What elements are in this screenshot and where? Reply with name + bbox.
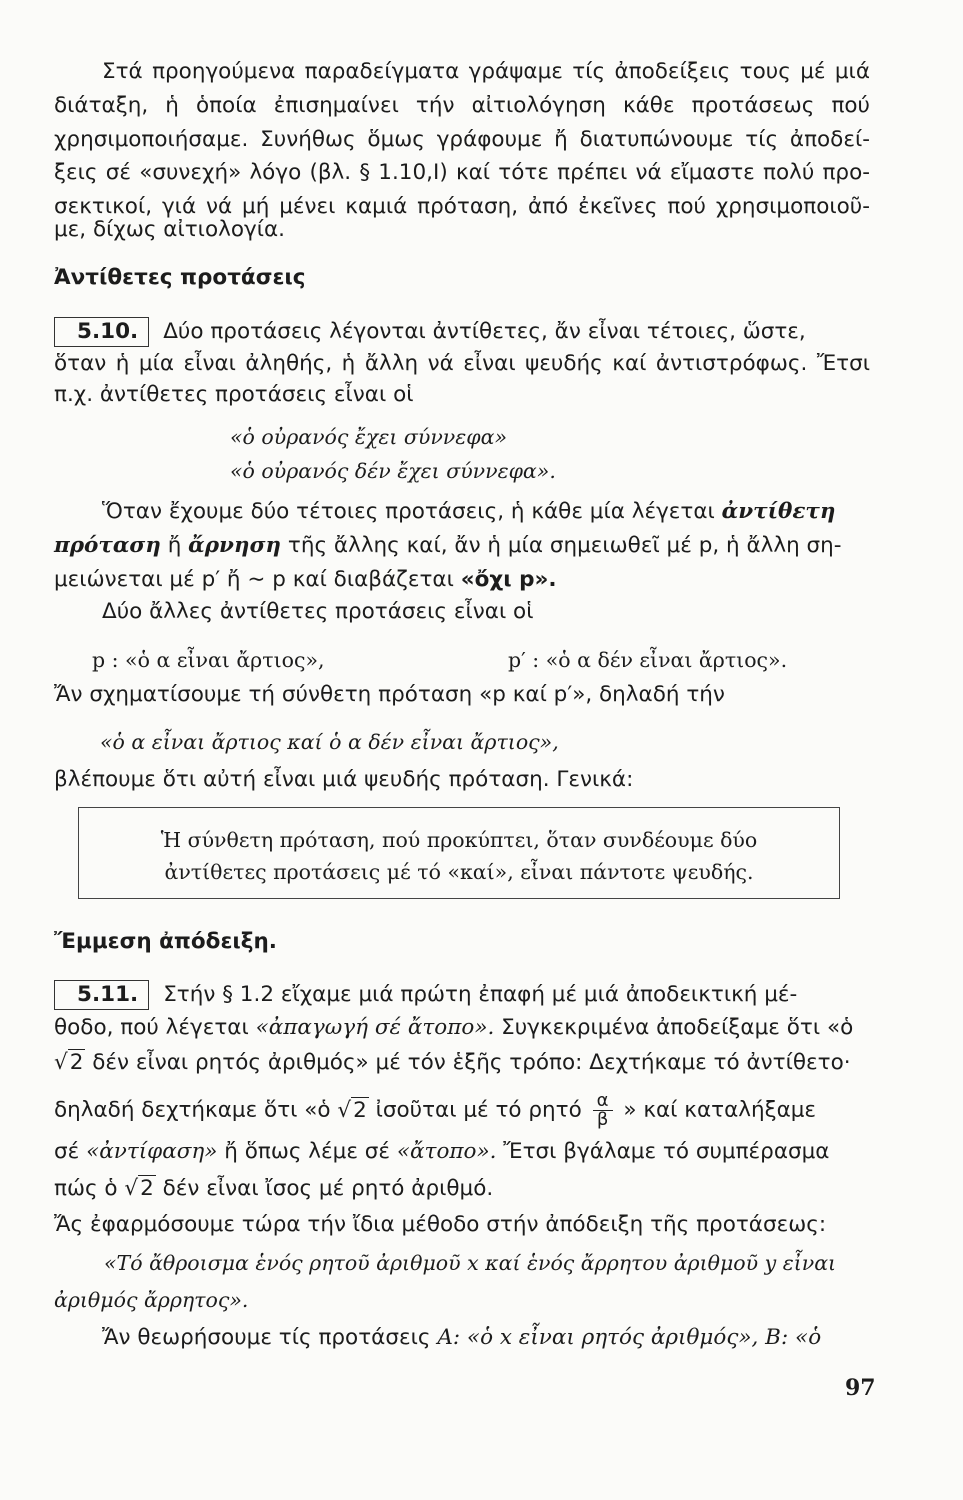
sqrt-expression: √2 [124, 1176, 154, 1201]
paragraph-line [54, 1174, 870, 1204]
paragraph-line: διάταξη, ἡ ὁποία ἐπισημαίνει τήν αἰτιολόγηση κάθε προτάσεως πού [54, 93, 870, 118]
paragraph-line: με, δίχως αἰτιολογία. [54, 217, 285, 242]
paragraph-line: ὅταν ἡ μία εἶναι ἀληθής, ἡ ἄλλη νά εἶναι ψευδής καί ἀντιστρόφως. Ἔτσι [54, 351, 870, 376]
section-number-box: 5.11. [54, 980, 149, 1010]
paragraph-line: Ἄς ἐφαρμόσουμε τώρα τήν ἴδια μέθοδο στήν ἀπόδειξη τῆς προτάσεως: [54, 1212, 827, 1237]
italic-term: «ἀντίφαση» [86, 1139, 218, 1164]
paragraph-line [54, 1137, 870, 1167]
example-proposition: p : «ὁ α εἶναι ἄρτιος», [92, 648, 325, 672]
italic-term: «ἀπαγωγή σέ ἄτοπο». [255, 1015, 495, 1040]
page-number: 97 [845, 1375, 876, 1401]
paragraph-line [54, 1013, 870, 1043]
paragraph-line [54, 565, 870, 595]
example-proposition: «ὁ α εἶναι ἄρτιος καί ὁ α δέν εἶναι ἄρτιος», [100, 730, 559, 754]
paragraph-text: » καί καταλήξαμε [616, 1097, 817, 1123]
paragraph-text: δηλαδή δεχτήκαμε ὅτι «ὁ [54, 1097, 338, 1123]
sqrt-expression: √2 [54, 1050, 84, 1075]
paragraph-line [54, 531, 870, 561]
paragraph-line: σεκτικοί, γιά νά μή μένει καμιά πρόταση, ἀπό ἐκεῖνες πού χρησιμοποιοῦ- [54, 194, 870, 219]
paragraph-line: π.χ. ἀντίθετες προτάσεις εἶναι οἱ [54, 382, 414, 407]
paragraph-text: ἤ ὅπως λέμε σέ [217, 1139, 397, 1164]
paragraph-text: ἤ [160, 533, 189, 558]
quoted-proposition: ἀριθμός ἄρρητος». [54, 1288, 249, 1312]
example-proposition: «ὁ οὐρανός ἔχει σύννεφα» [230, 425, 508, 449]
fraction: $\frac{\alpha}{\beta}$ [593, 1092, 613, 1129]
italic-term: «ἄτοπο». [396, 1139, 497, 1164]
paragraph-text: σέ [54, 1139, 87, 1164]
paragraph-text: Συγκεκριμένα ἀποδείξαμε ὅτι «ὁ [494, 1015, 854, 1040]
paragraph-text: μειώνεται μέ p′ ἤ ∼ p καί διαβάζεται [54, 567, 461, 592]
section-5-10-first-line [54, 317, 870, 347]
paragraph-text: τῆς ἄλλης καί, ἄν ἡ μία σημειωθεῖ μέ p, ἡ ἄλλη ση- [281, 533, 842, 558]
paragraph-line: Στά προηγούμενα παραδείγματα γράψαμε τίς ἀποδείξεις τους μέ μιά [102, 59, 870, 84]
paragraph-line [102, 497, 870, 527]
sqrt-expression: √2 [337, 1097, 367, 1123]
example-proposition: «ὁ οὐρανός δέν ἔχει σύννεφα». [230, 459, 556, 483]
paragraph-line: Δύο ἄλλες ἀντίθετες προτάσεις εἶναι οἱ [102, 599, 534, 624]
paragraph-line [54, 1092, 870, 1129]
theorem-line: Ἡ σύνθετη πρόταση, πού προκύπτει, ὅταν συνδέουμε δύο [160, 828, 758, 852]
theorem-line: ἀντίθετες προτάσεις μέ τό «καί», εἶναι πάντοτε ψευδής. [164, 860, 754, 884]
paragraph-text: ἰσοῦται μέ τό ρητό [368, 1097, 589, 1123]
term-bold: ἀντίθετη [721, 499, 836, 524]
paragraph-text: Στήν § 1.2 εἴχαμε μιά πρώτη ἐπαφή μέ μιά ἀποδεικτική μέ- [163, 982, 798, 1007]
paragraph-line [54, 1048, 870, 1078]
theorem-box [78, 807, 840, 899]
paragraph-text: Ἄν θεωρήσουμε τίς προτάσεις [102, 1325, 438, 1350]
section-number-box: 5.10. [54, 317, 149, 347]
term-bold: «ὄχι p». [460, 567, 557, 592]
paragraph-text: Ἔτσι βγάλαμε τό συμπέρασμα [496, 1139, 830, 1164]
example-proposition: p′ : «ὁ α δέν εἶναι ἄρτιος». [508, 648, 788, 672]
paragraph-text: πώς ὁ [54, 1176, 125, 1201]
paragraph-line: χρησιμοποιήσαμε. Συνήθως ὅμως γράφουμε ἤ διατυπώνουμε τίς ἀποδεί- [54, 127, 870, 152]
italic-term: A: «ὁ x εἶναι ρητός ἀριθμός», B: «ὁ [437, 1325, 822, 1350]
section-heading: Ἔμμεση ἀπόδειξη. [54, 929, 277, 954]
paragraph-line [102, 1323, 870, 1353]
paragraph-text: θοδο, πού λέγεται [54, 1015, 256, 1040]
paragraph-line: Ἄν σχηματίσουμε τή σύνθετη πρόταση «p καί p′», δηλαδή τήν [54, 682, 725, 707]
paragraph-text: δέν εἶναι ρητός ἀριθμός» μέ τόν ἑξῆς τρόπο: Δεχτήκαμε τό ἀντίθετο· [85, 1050, 851, 1075]
paragraph-line: ξεις σέ «συνεχή» λόγο (βλ. § 1.10,I) καί τότε πρέπει νά εἴμαστε πολύ προ- [54, 160, 870, 185]
section-5-11-first-line [54, 980, 870, 1010]
quoted-proposition: «Τό ἄθροισμα ἑνός ρητοῦ ἀριθμοῦ x καί ἑνός ἄρρητου ἀριθμοῦ y εἶναι [104, 1251, 837, 1275]
paragraph-text: Δύο προτάσεις λέγονται ἀντίθετες, ἄν εἶναι τέτοιες, ὥστε, [163, 319, 806, 344]
paragraph-line: βλέπουμε ὅτι αὐτή εἶναι μιά ψευδής πρόταση. Γενικά: [54, 767, 634, 792]
paragraph-text: Ὅταν ἔχουμε δύο τέτοιες προτάσεις, ἡ κάθε μία λέγεται [102, 499, 722, 524]
section-heading: Ἀντίθετες προτάσεις [54, 265, 306, 290]
paragraph-text: δέν εἶναι ἴσος μέ ρητό ἀριθμό. [155, 1176, 494, 1201]
term-bold: ἄρνηση [188, 533, 282, 558]
term-bold: πρόταση [54, 533, 161, 558]
